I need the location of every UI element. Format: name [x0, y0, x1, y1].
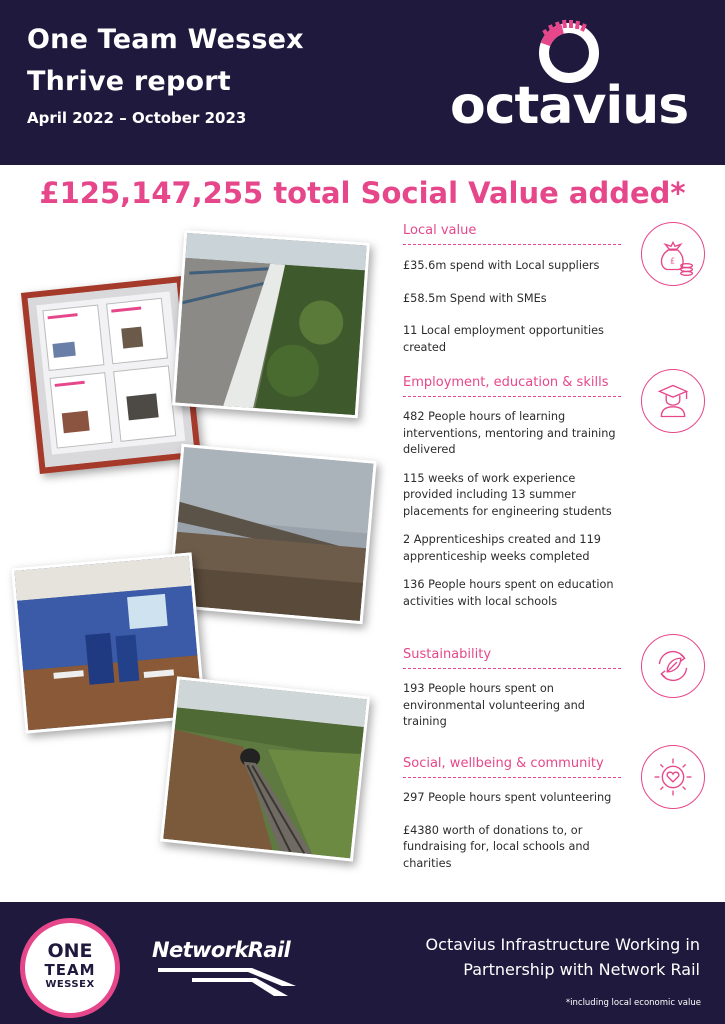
railway-trackside-photo	[172, 230, 370, 419]
list-item: 297 People hours spent volunteering	[403, 791, 612, 804]
employment-education-section	[403, 375, 623, 610]
partnership-line2: Partnership with Network Rail	[463, 960, 700, 979]
section-divider	[403, 396, 621, 397]
badge-line1: ONE	[47, 940, 93, 962]
money-bag-coins-icon	[641, 222, 705, 286]
report-title-line1: One Team Wessex	[27, 24, 304, 55]
section-title: Employment, education & skills	[403, 375, 609, 390]
partnership-statement	[426, 932, 700, 982]
list-item: £58.5m Spend with SMEs	[403, 291, 547, 305]
heart-sun-icon	[641, 745, 705, 809]
social-wellbeing-section	[403, 756, 623, 872]
section-divider	[403, 777, 621, 778]
badge-line3: WESSEX	[45, 979, 95, 990]
network-rail-logo-text: NetworkRail	[152, 938, 291, 962]
header-banner	[0, 0, 725, 165]
list-item: 193 People hours spent on environmental volunteering and training	[403, 682, 585, 728]
section-divider	[403, 244, 621, 245]
section-title: Local value	[403, 223, 477, 238]
construction-site-photo	[167, 444, 377, 624]
badge-line2: TEAM	[44, 961, 96, 979]
sustainability-section	[403, 647, 623, 731]
network-rail-arrows-icon	[152, 964, 300, 998]
list-item: 2 Apprenticeships created and 119 apprenticeship weeks completed	[403, 533, 601, 563]
social-value-headline: £125,147,255 total Social Value added*	[39, 176, 686, 210]
svg-text:£: £	[670, 256, 676, 266]
graduate-icon	[641, 369, 705, 433]
network-rail-logo	[152, 938, 302, 998]
one-team-wessex-badge	[20, 918, 120, 1018]
list-item: 11 Local employment opportunities created	[403, 324, 604, 354]
partnership-line1: Octavius Infrastructure Working in	[425, 935, 700, 954]
report-date-range: April 2022 – October 2023	[27, 109, 247, 127]
list-item: 136 People hours spent on education activities with local schools	[403, 578, 614, 608]
footer-banner	[0, 902, 725, 1024]
octavius-logo-text: octavius	[450, 76, 689, 136]
leaf-cycle-icon	[641, 634, 705, 698]
footnote: *including local economic value	[565, 998, 701, 1008]
section-divider	[403, 668, 621, 669]
list-item: £4380 worth of donations to, or fundraising for, local schools and charities	[403, 823, 590, 870]
list-item: 482 People hours of learning interventions, mentoring and training delivered	[403, 410, 616, 456]
section-title: Social, wellbeing & community	[403, 756, 604, 771]
railway-tunnel-photo	[160, 676, 370, 861]
list-item: 115 weeks of work experience provided including 13 summer placements for engineering students	[403, 471, 612, 518]
local-value-section	[403, 223, 623, 356]
report-title-line2: Thrive report	[27, 66, 231, 97]
section-title: Sustainability	[403, 647, 492, 662]
list-item: £35.6m spend with Local suppliers	[403, 259, 600, 272]
